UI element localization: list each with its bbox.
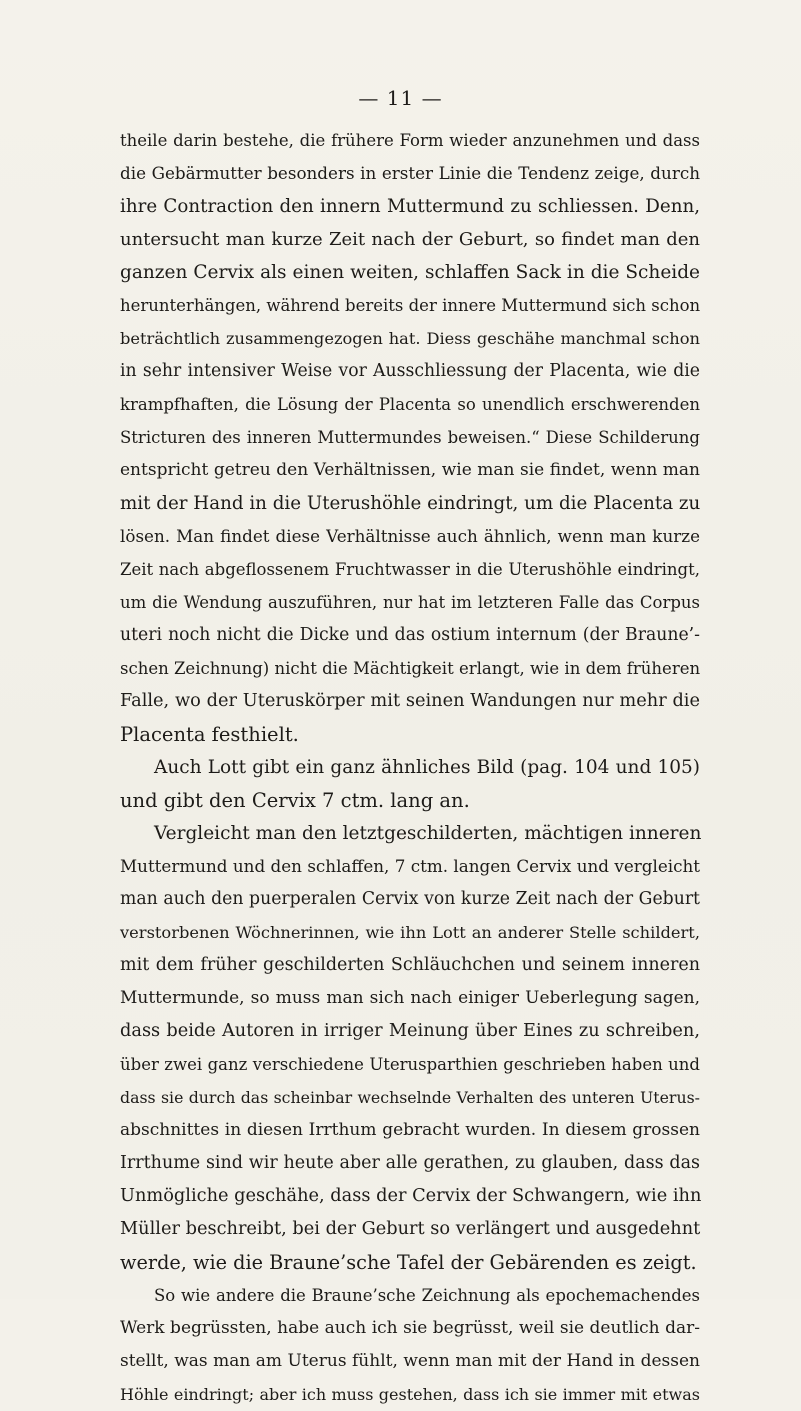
text-line: man auch den puerperalen Cervix von kurze Zeit nach der Geburt	[120, 889, 700, 909]
text-line: mit der Hand in die Uterushöhle eindringt, um die Placenta zu	[120, 493, 701, 514]
text-line: beträchtlich zusammengezogen hat. Diess geschähe manchmal schon	[120, 329, 700, 348]
text-line: um die Wendung auszuführen, nur hat im letzteren Falle das Corpus	[120, 593, 700, 612]
text-line: dass beide Autoren in irriger Meinung über Eines zu schreiben,	[120, 1021, 700, 1041]
text-line: krampfhaften, die Lösung der Placenta so unendlich erschwerenden	[120, 395, 700, 414]
text-line: Irrthume sind wir heute aber alle gerathen, zu glauben, dass das	[120, 1153, 700, 1173]
text-line: entspricht getreu den Verhältnissen, wie man sie findet, wenn man	[120, 460, 700, 480]
body-text	[120, 124, 700, 1411]
text-line: schen Zeichnung) nicht die Mächtigkeit erlangt, wie in dem früheren	[120, 659, 701, 678]
page-number: — 11 —	[358, 86, 443, 110]
text-line: mit dem früher geschilderten Schläuchchen und seinem inneren	[120, 955, 700, 975]
text-line: uteri noch nicht die Dicke und das ostium internum (der Braune’-	[120, 625, 700, 645]
text-line: abschnittes in diesen Irrthum gebracht wurden. In diesem grossen	[120, 1120, 700, 1140]
text-line: ganzen Cervix als einen weiten, schlaffen Sack in die Scheide	[120, 262, 700, 283]
text-line: Muttermund und den schlaffen, 7 ctm. langen Cervix und vergleicht	[120, 856, 700, 876]
text-line: Müller beschreibt, bei der Geburt so verlängert und ausgedehnt	[120, 1219, 701, 1239]
text-line: Vergleicht man den letztgeschilderten, mächtigen inneren	[154, 823, 702, 844]
text-line: und gibt den Cervix 7 ctm. lang an.	[120, 789, 470, 812]
text-line: So wie andere die Braune’sche Zeichnung als epochemachendes	[154, 1286, 700, 1305]
text-line: lösen. Man findet diese Verhältnisse auch ähnlich, wenn man kurze	[120, 526, 700, 546]
text-line: in sehr intensiver Weise vor Ausschliessung der Placenta, wie die	[120, 361, 700, 381]
text-line: stellt, was man am Uterus fühlt, wenn man mit der Hand in dessen	[120, 1351, 700, 1371]
text-line: Stricturen des inneren Muttermundes beweisen.“ Diese Schilderung	[120, 428, 700, 447]
text-line: theile darin bestehe, die frühere Form wieder anzunehmen und dass	[120, 131, 700, 150]
text-line: Placenta festhielt.	[120, 723, 299, 746]
text-line: ihre Contraction den innern Muttermund zu schliessen. Denn,	[120, 196, 700, 217]
text-line: über zwei ganz verschiedene Uterusparthien geschrieben haben und	[120, 1055, 700, 1074]
text-line: Falle, wo der Uteruskörper mit seinen Wandungen nur mehr die	[120, 691, 700, 711]
text-line: herunterhängen, während bereits der innere Muttermund sich schon	[120, 296, 701, 315]
text-line: Werk begrüssten, habe auch ich sie begrüsst, weil sie deutlich dar-	[120, 1318, 700, 1338]
text-line: dass sie durch das scheinbar wechselnde Verhalten des unteren Uterus-	[120, 1088, 700, 1107]
text-line: Zeit nach abgeflossenem Fruchtwasser in die Uterushöhle eindringt,	[120, 560, 700, 579]
text-line: werde, wie die Braune’sche Tafel der Gebärenden es zeigt.	[120, 1251, 697, 1274]
text-line: verstorbenen Wöchnerinnen, wie ihn Lott an anderer Stelle schildert,	[120, 923, 700, 942]
text-line: Auch Lott gibt ein ganz ähnliches Bild (pag. 104 und 105)	[154, 757, 700, 778]
text-line: Muttermunde, so muss man sich nach einiger Ueberlegung sagen,	[120, 988, 700, 1008]
text-line: die Gebärmutter besonders in erster Linie die Tendenz zeige, durch	[120, 163, 700, 183]
text-line: Höhle eindringt; aber ich muss gestehen, dass ich sie immer mit etwas	[120, 1385, 700, 1404]
text-line: untersucht man kurze Zeit nach der Geburt, so findet man den	[120, 229, 700, 250]
text-line: Unmögliche geschähe, dass der Cervix der Schwangern, wie ihn	[120, 1186, 702, 1206]
